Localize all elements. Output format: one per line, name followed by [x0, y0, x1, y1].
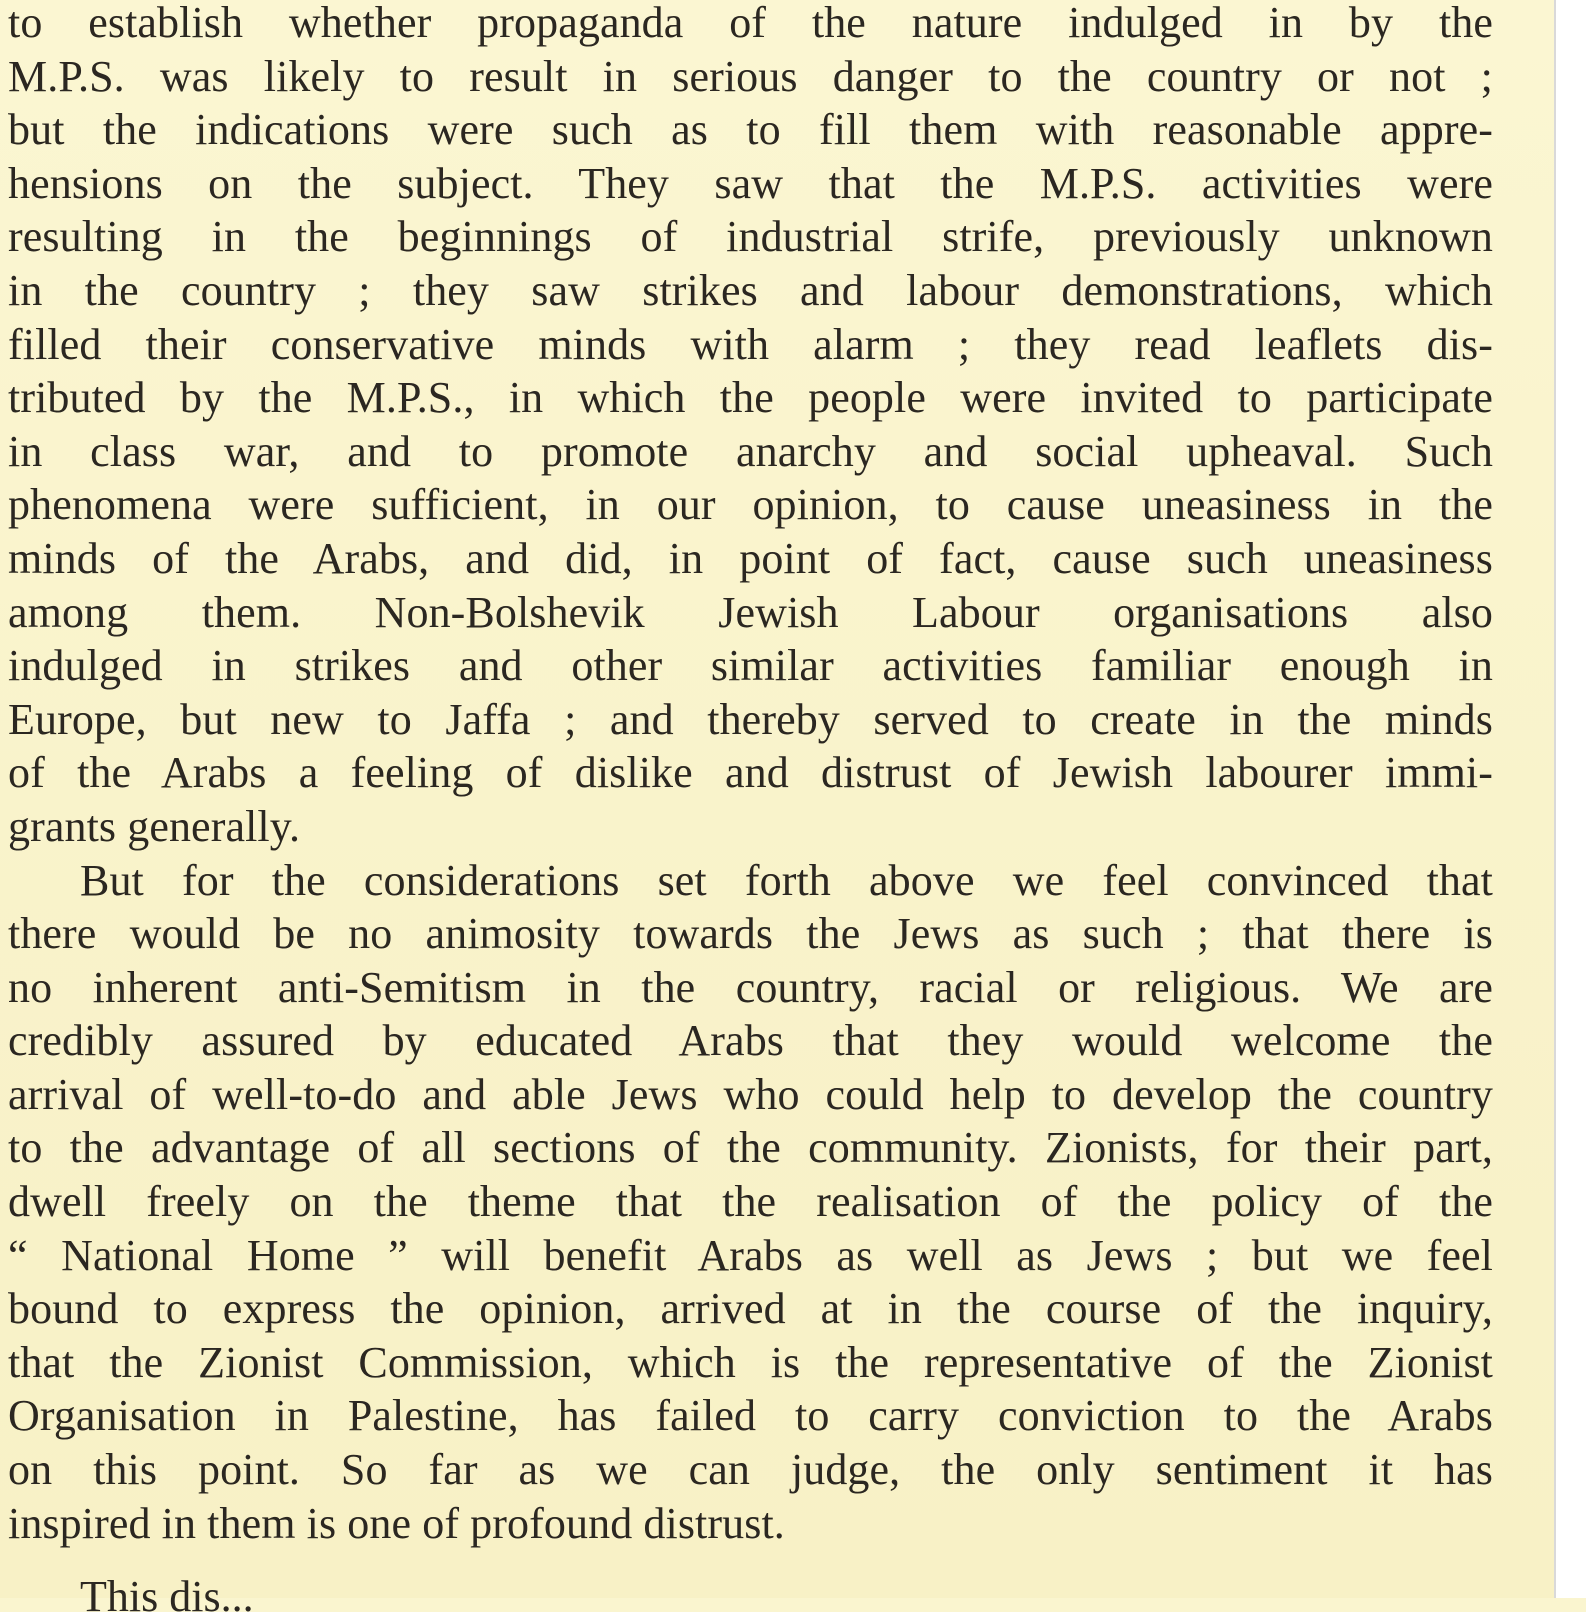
text-line: in class war, and to promote anarchy and social upheaval. Such	[8, 426, 1493, 476]
text-line: tributed by the M.P.S., in which the people were invited to participate	[8, 373, 1493, 423]
paragraph-2	[8, 854, 1493, 1551]
text-line: on this point. So far as we can judge, the only sentiment it has	[8, 1445, 1493, 1495]
text-line: that the Zionist Commission, which is the representative of the Zionist	[8, 1337, 1493, 1387]
text-line: bound to express the opinion, arrived at in the course of the inquiry,	[8, 1284, 1493, 1334]
text-line: M.P.S. was likely to result in serious danger to the country or not ;	[8, 51, 1493, 101]
text-line: resulting in the beginnings of industrial strife, previously unknown	[8, 212, 1493, 262]
text-line: to establish whether propaganda of the nature indulged in by the	[8, 0, 1493, 47]
text-line: Europe, but new to Jaffa ; and thereby served to create in the minds	[8, 694, 1493, 744]
text-line: dwell freely on the theme that the realisation of the policy of the	[8, 1177, 1493, 1227]
text-line: but the indications were such as to fill them with reasonable appre-	[8, 105, 1493, 155]
text-line: there would be no animosity towards the Jews as such ; that there is	[8, 909, 1493, 959]
cut-off-next-line	[80, 1572, 520, 1612]
text-line: minds of the Arabs, and did, in point of fact, cause such uneasiness	[8, 533, 1493, 583]
text-line: Organisation in Palestine, has failed to carry conviction to the Arabs	[8, 1391, 1493, 1441]
cut-off-line-text: This dis...	[80, 1572, 254, 1612]
document-body	[8, 0, 1493, 1550]
paragraph-1	[8, 0, 1493, 854]
text-line: in the country ; they saw strikes and labour demonstrations, which	[8, 265, 1493, 315]
text-line: hensions on the subject. They saw that the M.P.S. activities were	[8, 158, 1493, 208]
text-line: indulged in strikes and other similar activities familiar enough in	[8, 641, 1493, 691]
text-line: credibly assured by educated Arabs that they would welcome the	[8, 1016, 1493, 1066]
text-line: arrival of well-to-do and able Jews who could help to develop the country	[8, 1069, 1493, 1119]
text-line: to the advantage of all sections of the community. Zionists, for their part,	[8, 1123, 1493, 1173]
text-line: filled their conservative minds with alarm ; they read leaflets dis-	[8, 319, 1493, 369]
text-line: no inherent anti-Semitism in the country, racial or religious. We are	[8, 962, 1493, 1012]
text-line: inspired in them is one of profound distrust.	[8, 1498, 785, 1548]
text-line: grants generally.	[8, 801, 301, 851]
text-line: phenomena were sufficient, in our opinion, to cause uneasiness in the	[8, 480, 1493, 530]
text-line: But for the considerations set forth above we feel convinced that	[80, 855, 1493, 905]
viewer-edge	[1554, 0, 1586, 1598]
text-line: among them. Non-Bolshevik Jewish Labour organisations also	[8, 587, 1493, 637]
text-line: of the Arabs a feeling of dislike and distrust of Jewish labourer immi-	[8, 748, 1493, 798]
text-line: “ National Home ” will benefit Arabs as well as Jews ; but we feel	[8, 1230, 1493, 1280]
